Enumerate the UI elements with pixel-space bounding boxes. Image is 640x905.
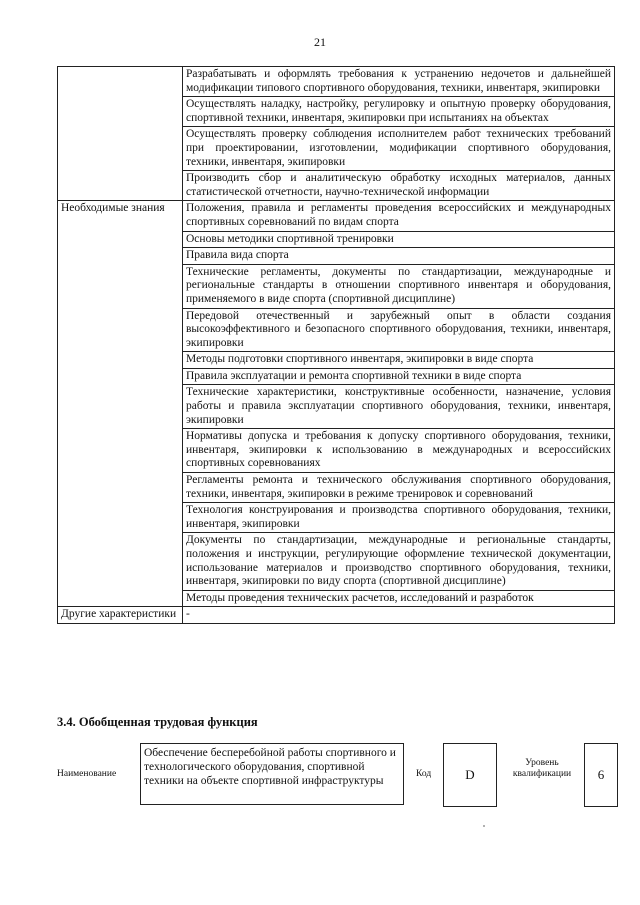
table-cell: Положения, правила и регламенты проведения всероссийских и международных спортивных соревнований по видам спорта bbox=[183, 201, 615, 231]
name-caption: Наименование bbox=[57, 769, 117, 779]
table-row bbox=[58, 201, 615, 231]
scan-speck bbox=[483, 825, 485, 827]
table-cell: Производить сбор и аналитическую обработку исходных материалов, данных статистической отчетности, научно-технической информации bbox=[183, 171, 615, 201]
table-cell: Регламенты ремонта и технического обслуживания спортивного оборудования, техники, инвентаря, экипировки в режиме тренировок и соревнований bbox=[183, 473, 615, 503]
table-cell: Технические характеристики, конструктивные особенности, назначение, условия работы и правила эксплуатации спортивного оборудования, техники, инвентаря, экипировки bbox=[183, 385, 615, 429]
table-cell: Правила эксплуатации и ремонта спортивной техники в виде спорта bbox=[183, 368, 615, 385]
table-row bbox=[58, 67, 615, 97]
table-cell: Разрабатывать и оформлять требования к устранению недочетов и дальнейшей модификации типового спортивного оборудования, техники, инвентаря, экипировки bbox=[183, 67, 615, 97]
row-label-required-knowledge: Необходимые знания bbox=[58, 201, 183, 607]
qualification-level-caption: Уровень квалификации bbox=[512, 758, 572, 779]
table-row bbox=[58, 607, 615, 624]
table-cell: Методы проведения технических расчетов, исследований и разработок bbox=[183, 590, 615, 607]
section-heading: 3.4. Обобщенная трудовая функция bbox=[57, 715, 258, 729]
table-cell: Осуществлять проверку соблюдения исполнителем работ технических требований при проектировании, изготовлении, модификации спортивного оборудования, техники, инвентаря, экипировки bbox=[183, 127, 615, 171]
table-cell: Методы подготовки спортивного инвентаря, экипировки в виде спорта bbox=[183, 352, 615, 369]
table-cell: Нормативы допуска и требования к допуску спортивного оборудования, техники, инвентаря, экипировки к использованию в международных и всероссийских спортивных соревнованиях bbox=[183, 429, 615, 473]
table-cell: Осуществлять наладку, настройку, регулировку и опытную проверку оборудования, спортивной техники, инвентаря, экипировки при испытаниях на объектах bbox=[183, 97, 615, 127]
table-cell: Технология конструирования и производства спортивного оборудования, техники, инвентаря, экипировки bbox=[183, 503, 615, 533]
labor-function-table bbox=[57, 66, 615, 624]
table-cell: - bbox=[183, 607, 615, 624]
table-cell: Правила вида спорта bbox=[183, 248, 615, 265]
row-label bbox=[58, 67, 183, 201]
code-caption: Код bbox=[416, 769, 432, 779]
generalized-function-row bbox=[57, 743, 617, 807]
table-cell: Документы по стандартизации, международные и региональные стандарты, положения и инструкции, регулирующие оформление технической документации, использование материалов и производство спортивного оборудования, техники, инвентаря, экипировки по виду спорта (спортивной дисциплине) bbox=[183, 533, 615, 590]
function-name-box: Обеспечение бесперебойной работы спортивного и технологического оборудования, спортивной техники на объекте спортивной инфраструктуры bbox=[140, 743, 404, 805]
table-cell: Основы методики спортивной тренировки bbox=[183, 231, 615, 248]
row-label-other-characteristics: Другие характеристики bbox=[58, 607, 183, 624]
page-number: 21 bbox=[314, 35, 326, 49]
function-code-box: D bbox=[443, 743, 497, 807]
qualification-level-box: 6 bbox=[584, 743, 618, 807]
table-cell: Технические регламенты, документы по стандартизации, международные и региональные стандарты в отношении спортивного инвентаря и оборудования, применяемого в виде спорта (спортивной дисциплине) bbox=[183, 264, 615, 308]
table-cell: Передовой отечественный и зарубежный опыт в области создания высокоэффективного и безопасного спортивного оборудования, техники, инвентаря, экипировки bbox=[183, 308, 615, 352]
